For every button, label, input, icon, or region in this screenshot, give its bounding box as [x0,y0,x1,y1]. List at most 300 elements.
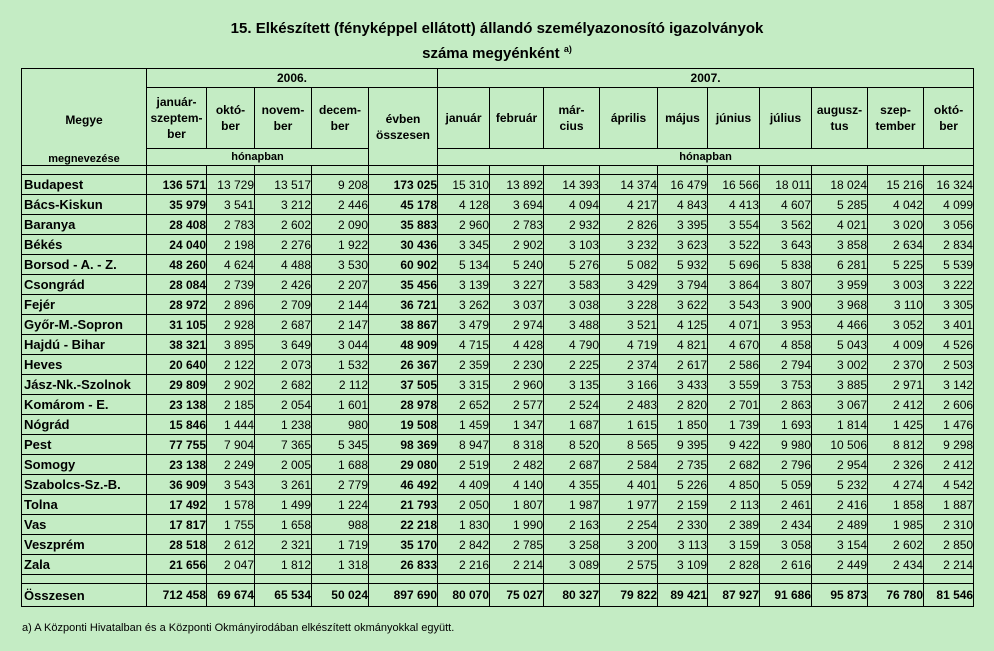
table-row [22,335,974,355]
value-cell: 2 735 [658,455,708,475]
value-cell: 35 456 [369,275,438,295]
value-cell: 2 612 [207,535,255,555]
value-cell: 5 276 [544,255,600,275]
value-cell: 2 185 [207,395,255,415]
value-cell: 2 575 [600,555,658,575]
value-cell: 23 138 [147,395,207,415]
value-cell: 2 047 [207,555,255,575]
value-cell: 3 305 [924,295,974,315]
county-name: Bács-Kiskun [22,195,147,215]
value-cell: 37 505 [369,375,438,395]
month-header-2007-7: augusz- tus [812,88,868,149]
month-header-2007-8: szep- tember [868,88,924,149]
value-cell: 5 345 [312,435,369,455]
value-cell: 3 109 [658,555,708,575]
value-cell: 4 542 [924,475,974,495]
value-cell: 1 425 [868,415,924,435]
value-cell: 31 105 [147,315,207,335]
value-cell: 18 024 [812,175,868,195]
annual-total-header: évben összesen [369,88,438,166]
value-cell: 2 214 [924,555,974,575]
value-cell: 2 652 [438,395,490,415]
value-cell: 1 719 [312,535,369,555]
month-header-2007-2: már- cius [544,88,600,149]
value-cell: 5 696 [708,255,760,275]
value-cell: 2 928 [207,315,255,335]
county-name: Nógrád [22,415,147,435]
county-name: Somogy [22,455,147,475]
footnote-marker: a) [563,44,572,54]
value-cell: 1 887 [924,495,974,515]
value-cell: 3 222 [924,275,974,295]
value-cell: 2 739 [207,275,255,295]
value-cell: 1 615 [600,415,658,435]
value-cell: 4 607 [760,195,812,215]
value-cell: 3 554 [708,215,760,235]
value-cell: 28 084 [147,275,207,295]
value-cell: 2 682 [255,375,312,395]
value-cell: 1 755 [207,515,255,535]
value-cell: 3 541 [207,195,255,215]
value-cell: 4 858 [760,335,812,355]
table-row [22,515,974,535]
table-row [22,535,974,555]
table-row [22,435,974,455]
value-cell: 26 833 [369,555,438,575]
value-cell: 2 159 [658,495,708,515]
value-cell: 4 009 [868,335,924,355]
value-cell: 2 482 [490,455,544,475]
value-cell: 2 198 [207,235,255,255]
value-cell: 35 170 [369,535,438,555]
value-cell: 1 318 [312,555,369,575]
value-cell: 3 345 [438,235,490,255]
value-cell: 2 577 [490,395,544,415]
subtitle-text: száma megyénként [422,45,560,62]
value-cell: 2 617 [658,355,708,375]
value-cell: 9 395 [658,435,708,455]
value-cell: 2 249 [207,455,255,475]
value-cell: 3 038 [544,295,600,315]
value-cell: 2 850 [924,535,974,555]
unit-2006: hónapban [147,149,369,166]
value-cell: 5 082 [600,255,658,275]
value-cell: 16 324 [924,175,974,195]
value-cell: 1 807 [490,495,544,515]
footnote: a) A Központi Hivatalban és a Központi Okmányirodában elkészített okmányokkal együtt. [22,622,455,634]
month-header-2007-3: április [600,88,658,149]
value-cell: 2 960 [438,215,490,235]
value-cell: 5 285 [812,195,868,215]
value-cell: 46 492 [369,475,438,495]
value-cell: 3 103 [544,235,600,255]
value-cell: 3 479 [438,315,490,335]
value-cell: 3 135 [544,375,600,395]
value-cell: 10 506 [812,435,868,455]
value-cell: 3 056 [924,215,974,235]
table-row [22,295,974,315]
county-name: Összesen [22,584,147,607]
value-cell: 3 232 [600,235,658,255]
value-cell: 3 530 [312,255,369,275]
value-cell: 2 330 [658,515,708,535]
value-cell: 5 932 [658,255,708,275]
county-header-sub: megnevezése [48,153,120,165]
value-cell: 4 125 [658,315,708,335]
value-cell: 3 959 [812,275,868,295]
value-cell: 3 262 [438,295,490,315]
value-cell: 3 315 [438,375,490,395]
value-cell: 2 960 [490,375,544,395]
value-cell: 4 428 [490,335,544,355]
value-cell: 9 980 [760,435,812,455]
value-cell: 4 274 [868,475,924,495]
value-cell: 22 218 [369,515,438,535]
month-header-2007-0: január [438,88,490,149]
table-row [22,315,974,335]
value-cell: 3 052 [868,315,924,335]
value-cell: 35 979 [147,195,207,215]
value-cell: 3 159 [708,535,760,555]
value-cell: 1 578 [207,495,255,515]
value-cell: 35 883 [369,215,438,235]
value-cell: 36 909 [147,475,207,495]
year-2007-header: 2007. [438,69,974,88]
value-cell: 14 393 [544,175,600,195]
value-cell: 3 900 [760,295,812,315]
value-cell: 5 043 [812,335,868,355]
value-cell: 3 807 [760,275,812,295]
county-name: Békés [22,235,147,255]
value-cell: 8 520 [544,435,600,455]
value-cell: 28 518 [147,535,207,555]
value-cell: 4 401 [600,475,658,495]
value-cell: 3 622 [658,295,708,315]
value-cell: 4 715 [438,335,490,355]
value-cell: 28 972 [147,295,207,315]
value-cell: 3 864 [708,275,760,295]
value-cell: 2 483 [600,395,658,415]
value-cell: 2 090 [312,215,369,235]
value-cell: 5 539 [924,255,974,275]
month-header-2006-3: decem- ber [312,88,369,149]
value-cell: 3 583 [544,275,600,295]
value-cell: 980 [312,415,369,435]
county-name: Csongrád [22,275,147,295]
value-cell: 3 543 [708,295,760,315]
table-row [22,475,974,495]
value-cell: 3 643 [760,235,812,255]
county-header-label: Megye [65,113,103,127]
value-cell: 21 793 [369,495,438,515]
value-cell: 3 227 [490,275,544,295]
value-cell: 2 682 [708,455,760,475]
value-cell: 1 476 [924,415,974,435]
value-cell: 29 080 [369,455,438,475]
value-cell: 2 779 [312,475,369,495]
value-cell: 897 690 [369,584,438,607]
value-cell: 1 224 [312,495,369,515]
value-cell: 3 885 [812,375,868,395]
value-cell: 988 [312,515,369,535]
value-cell: 1 601 [312,395,369,415]
value-cell: 3 113 [658,535,708,555]
value-cell: 2 412 [924,455,974,475]
value-cell: 45 178 [369,195,438,215]
value-cell: 4 466 [812,315,868,335]
value-cell: 2 005 [255,455,312,475]
county-name: Budapest [22,175,147,195]
month-header-2007-1: február [490,88,544,149]
total-row [22,584,974,607]
value-cell: 75 027 [490,584,544,607]
value-cell: 5 059 [760,475,812,495]
value-cell: 2 073 [255,355,312,375]
value-cell: 15 216 [868,175,924,195]
value-cell: 21 656 [147,555,207,575]
data-table [21,68,974,607]
month-header-2007-9: októ- ber [924,88,974,149]
value-cell: 79 822 [600,584,658,607]
value-cell: 3 261 [255,475,312,495]
value-cell: 87 927 [708,584,760,607]
value-cell: 2 230 [490,355,544,375]
table-row [22,275,974,295]
value-cell: 4 821 [658,335,708,355]
value-cell: 98 369 [369,435,438,455]
county-header [22,69,147,166]
value-cell: 2 687 [255,315,312,335]
value-cell: 28 978 [369,395,438,415]
county-name: Komárom - E. [22,395,147,415]
value-cell: 4 526 [924,335,974,355]
value-cell: 2 783 [490,215,544,235]
value-cell: 9 298 [924,435,974,455]
value-cell: 173 025 [369,175,438,195]
value-cell: 38 867 [369,315,438,335]
value-cell: 4 071 [708,315,760,335]
value-cell: 3 020 [868,215,924,235]
value-cell: 38 321 [147,335,207,355]
value-cell: 3 895 [207,335,255,355]
value-cell: 1 739 [708,415,760,435]
value-cell: 712 458 [147,584,207,607]
value-cell: 2 434 [760,515,812,535]
value-cell: 1 977 [600,495,658,515]
value-cell: 2 820 [658,395,708,415]
value-cell: 3 002 [812,355,868,375]
value-cell: 2 446 [312,195,369,215]
value-cell: 5 838 [760,255,812,275]
value-cell: 9 422 [708,435,760,455]
value-cell: 2 216 [438,555,490,575]
value-cell: 2 602 [255,215,312,235]
value-cell: 2 254 [600,515,658,535]
value-cell: 29 809 [147,375,207,395]
value-cell: 4 790 [544,335,600,355]
value-cell: 5 225 [868,255,924,275]
value-cell: 2 426 [255,275,312,295]
value-cell: 16 479 [658,175,708,195]
value-cell: 2 389 [708,515,760,535]
county-name: Jász-Nk.-Szolnok [22,375,147,395]
value-cell: 1 499 [255,495,312,515]
value-cell: 2 794 [760,355,812,375]
value-cell: 3 968 [812,295,868,315]
value-cell: 91 686 [760,584,812,607]
value-cell: 2 412 [868,395,924,415]
value-cell: 7 904 [207,435,255,455]
value-cell: 13 892 [490,175,544,195]
value-cell: 18 011 [760,175,812,195]
value-cell: 4 670 [708,335,760,355]
table-row [22,455,974,475]
value-cell: 5 232 [812,475,868,495]
value-cell: 136 571 [147,175,207,195]
value-cell: 3 694 [490,195,544,215]
value-cell: 7 365 [255,435,312,455]
value-cell: 4 488 [255,255,312,275]
value-cell: 3 166 [600,375,658,395]
value-cell: 80 327 [544,584,600,607]
value-cell: 2 489 [812,515,868,535]
value-cell: 4 355 [544,475,600,495]
value-cell: 2 828 [708,555,760,575]
county-name: Vas [22,515,147,535]
value-cell: 2 826 [600,215,658,235]
value-cell: 3 623 [658,235,708,255]
value-cell: 1 693 [760,415,812,435]
value-cell: 89 421 [658,584,708,607]
value-cell: 3 953 [760,315,812,335]
value-cell: 4 719 [600,335,658,355]
value-cell: 2 954 [812,455,868,475]
table-row [22,235,974,255]
month-header-2007-6: július [760,88,812,149]
value-cell: 5 240 [490,255,544,275]
value-cell: 2 207 [312,275,369,295]
value-cell: 3 154 [812,535,868,555]
county-name: Veszprém [22,535,147,555]
value-cell: 3 212 [255,195,312,215]
county-name: Fejér [22,295,147,315]
month-header-2006-1: októ- ber [207,88,255,149]
value-cell: 1 850 [658,415,708,435]
value-cell: 2 902 [490,235,544,255]
value-cell: 2 709 [255,295,312,315]
value-cell: 2 524 [544,395,600,415]
value-cell: 20 640 [147,355,207,375]
value-cell: 3 258 [544,535,600,555]
table-row [22,175,974,195]
value-cell: 8 812 [868,435,924,455]
table-row [22,395,974,415]
value-cell: 50 024 [312,584,369,607]
value-cell: 2 113 [708,495,760,515]
value-cell: 2 225 [544,355,600,375]
county-name: Győr-M.-Sopron [22,315,147,335]
table-row [22,555,974,575]
value-cell: 1 830 [438,515,490,535]
county-name: Zala [22,555,147,575]
value-cell: 60 902 [369,255,438,275]
value-cell: 3 488 [544,315,600,335]
value-cell: 2 144 [312,295,369,315]
value-cell: 2 842 [438,535,490,555]
value-cell: 2 602 [868,535,924,555]
value-cell: 1 987 [544,495,600,515]
value-cell: 2 606 [924,395,974,415]
value-cell: 2 054 [255,395,312,415]
value-cell: 3 543 [207,475,255,495]
value-cell: 3 003 [868,275,924,295]
value-cell: 3 858 [812,235,868,255]
value-cell: 2 584 [600,455,658,475]
table-row [22,195,974,215]
value-cell: 2 112 [312,375,369,395]
value-cell: 28 408 [147,215,207,235]
value-cell: 3 044 [312,335,369,355]
value-cell: 1 812 [255,555,312,575]
value-cell: 76 780 [868,584,924,607]
value-cell: 1 658 [255,515,312,535]
month-header-2006-0: január- szeptem- ber [147,88,207,149]
table-row [22,495,974,515]
value-cell: 2 122 [207,355,255,375]
county-name: Heves [22,355,147,375]
value-cell: 3 521 [600,315,658,335]
value-cell: 2 634 [868,235,924,255]
value-cell: 2 214 [490,555,544,575]
value-cell: 1 459 [438,415,490,435]
value-cell: 4 217 [600,195,658,215]
value-cell: 4 042 [868,195,924,215]
value-cell: 1 532 [312,355,369,375]
value-cell: 1 990 [490,515,544,535]
value-cell: 2 834 [924,235,974,255]
value-cell: 2 326 [868,455,924,475]
value-cell: 69 674 [207,584,255,607]
value-cell: 4 021 [812,215,868,235]
value-cell: 3 110 [868,295,924,315]
value-cell: 4 094 [544,195,600,215]
value-cell: 81 546 [924,584,974,607]
county-name: Szabolcs-Sz.-B. [22,475,147,495]
value-cell: 2 785 [490,535,544,555]
value-cell: 3 794 [658,275,708,295]
value-cell: 2 321 [255,535,312,555]
value-cell: 3 753 [760,375,812,395]
value-cell: 36 721 [369,295,438,315]
value-cell: 14 374 [600,175,658,195]
value-cell: 2 416 [812,495,868,515]
county-name: Pest [22,435,147,455]
value-cell: 4 850 [708,475,760,495]
value-cell: 2 902 [207,375,255,395]
county-name: Tolna [22,495,147,515]
value-cell: 5 226 [658,475,708,495]
value-cell: 17 492 [147,495,207,515]
value-cell: 17 817 [147,515,207,535]
unit-2007: hónapban [438,149,974,166]
value-cell: 3 395 [658,215,708,235]
value-cell: 15 846 [147,415,207,435]
value-cell: 2 616 [760,555,812,575]
value-cell: 3 037 [490,295,544,315]
value-cell: 2 276 [255,235,312,255]
value-cell: 2 434 [868,555,924,575]
value-cell: 30 436 [369,235,438,255]
